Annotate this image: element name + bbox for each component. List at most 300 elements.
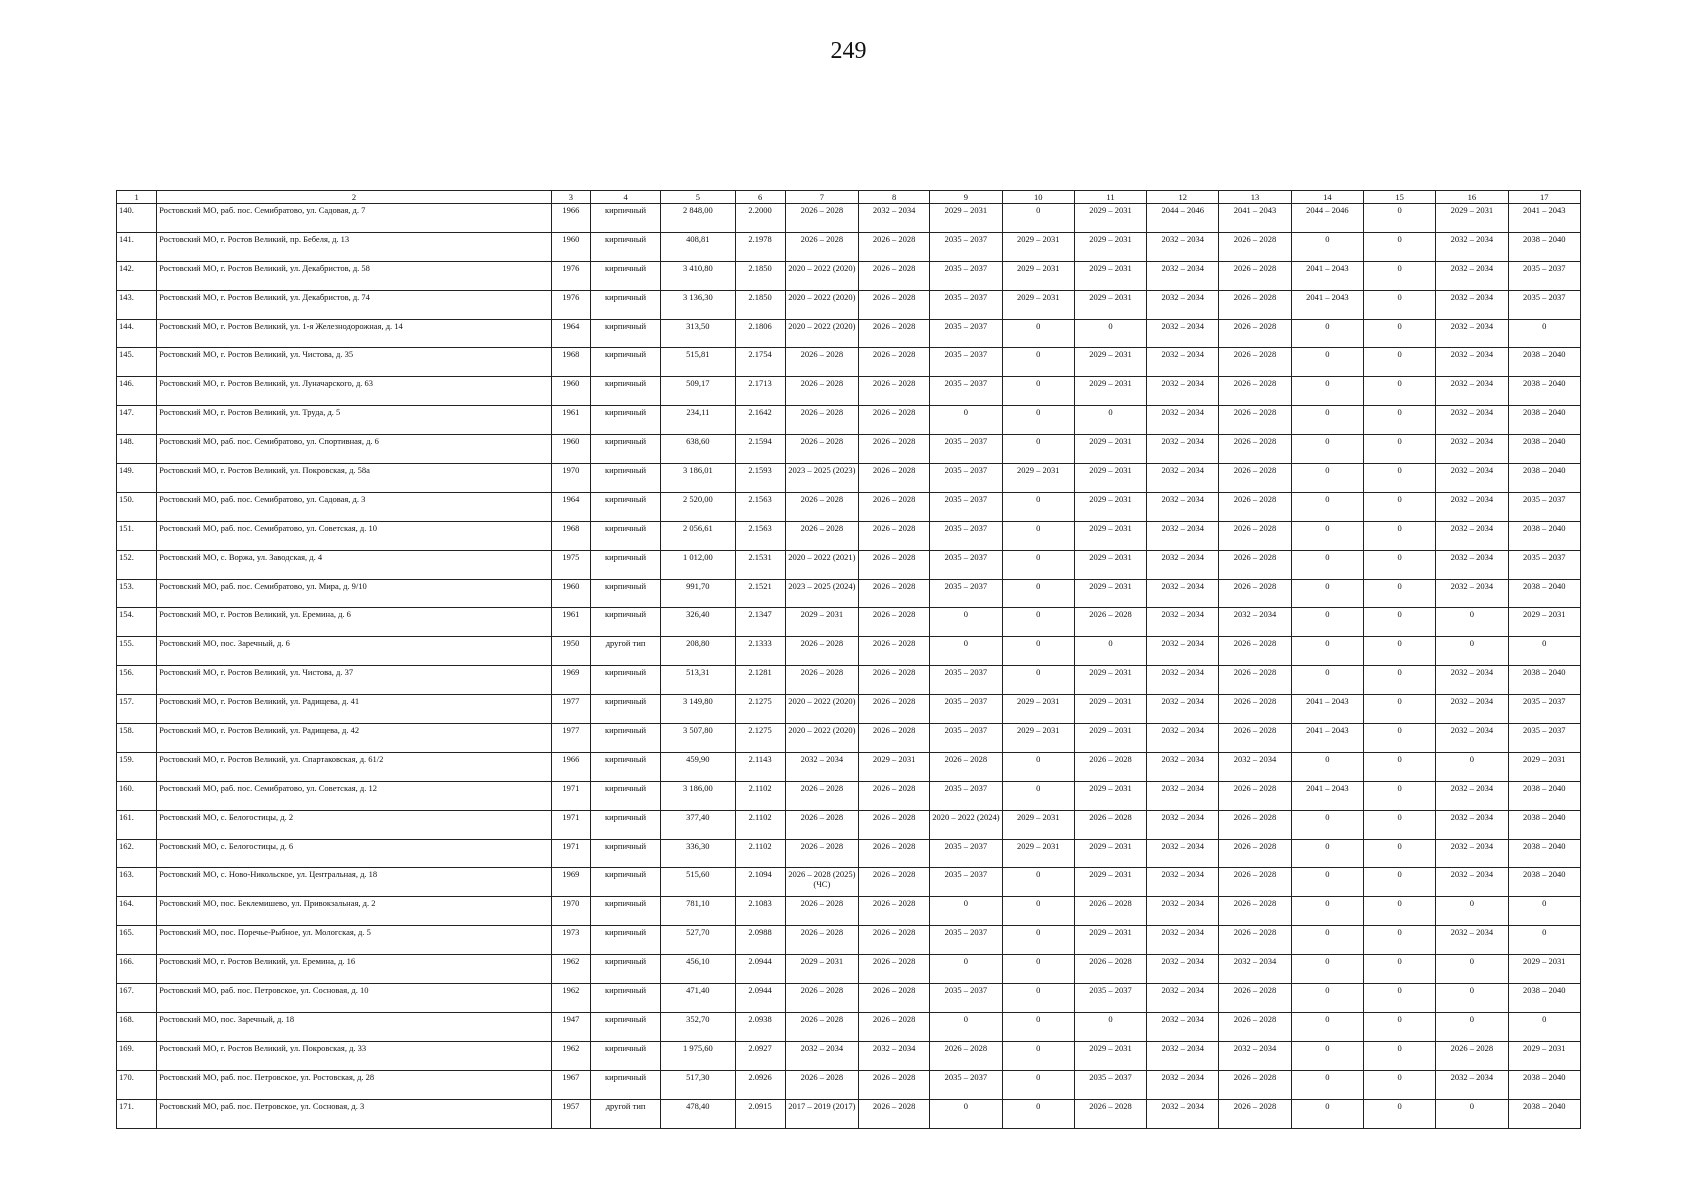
cell-col-9: 2035 – 2037 [930, 550, 1002, 579]
cell-col-8: 2026 – 2028 [859, 348, 930, 377]
cell-col-12: 2032 – 2034 [1147, 724, 1219, 753]
cell-col-16: 0 [1436, 1099, 1508, 1128]
cell-col-8: 2026 – 2028 [859, 377, 930, 406]
cell-col-10: 0 [1002, 406, 1074, 435]
table-row [117, 868, 1581, 897]
cell-col-6: 2.1102 [735, 810, 785, 839]
cell-col-4: кирпичный [590, 926, 660, 955]
cell-col-1: 166. [117, 955, 157, 984]
header-cell-2: 2 [157, 191, 552, 204]
cell-col-5: 459,90 [661, 752, 735, 781]
cell-col-10: 0 [1002, 637, 1074, 666]
cell-col-9: 2035 – 2037 [930, 232, 1002, 261]
cell-col-11: 2029 – 2031 [1074, 290, 1146, 319]
cell-col-15: 0 [1363, 232, 1435, 261]
cell-col-1: 161. [117, 810, 157, 839]
cell-col-7: 2026 – 2028 [785, 348, 858, 377]
cell-col-10: 0 [1002, 955, 1074, 984]
cell-col-14: 0 [1291, 1070, 1363, 1099]
cell-col-7: 2032 – 2034 [785, 1041, 858, 1070]
register-table [116, 190, 1581, 1129]
cell-col-13: 2032 – 2034 [1219, 752, 1291, 781]
cell-col-11: 2026 – 2028 [1074, 810, 1146, 839]
cell-col-14: 2041 – 2043 [1291, 290, 1363, 319]
cell-col-17: 2035 – 2037 [1508, 261, 1580, 290]
cell-col-9: 2035 – 2037 [930, 579, 1002, 608]
cell-col-14: 0 [1291, 984, 1363, 1013]
cell-col-14: 0 [1291, 319, 1363, 348]
cell-col-7: 2026 – 2028 [785, 897, 858, 926]
cell-col-16: 2032 – 2034 [1436, 319, 1508, 348]
cell-col-3: 1971 [551, 781, 590, 810]
cell-col-5: 3 149,80 [661, 695, 735, 724]
cell-col-13: 2026 – 2028 [1219, 695, 1291, 724]
cell-col-6: 2.1102 [735, 781, 785, 810]
cell-col-17: 2038 – 2040 [1508, 232, 1580, 261]
cell-col-11: 0 [1074, 637, 1146, 666]
cell-col-13: 2041 – 2043 [1219, 204, 1291, 233]
table-row [117, 781, 1581, 810]
cell-col-17: 2029 – 2031 [1508, 608, 1580, 637]
cell-col-2: Ростовский МО, г. Ростов Великий, ул. Труда, д. 5 [157, 406, 552, 435]
header-cell-12: 12 [1147, 191, 1219, 204]
cell-col-7: 2026 – 2028 [785, 1070, 858, 1099]
cell-col-1: 140. [117, 204, 157, 233]
cell-col-6: 2.0926 [735, 1070, 785, 1099]
cell-col-13: 2026 – 2028 [1219, 290, 1291, 319]
cell-col-12: 2032 – 2034 [1147, 377, 1219, 406]
cell-col-6: 2.1143 [735, 752, 785, 781]
cell-col-10: 0 [1002, 608, 1074, 637]
cell-col-10: 2029 – 2031 [1002, 290, 1074, 319]
cell-col-4: кирпичный [590, 984, 660, 1013]
cell-col-12: 2032 – 2034 [1147, 579, 1219, 608]
cell-col-15: 0 [1363, 1070, 1435, 1099]
cell-col-1: 160. [117, 781, 157, 810]
cell-col-5: 2 848,00 [661, 204, 735, 233]
cell-col-9: 0 [930, 608, 1002, 637]
cell-col-7: 2026 – 2028 [785, 435, 858, 464]
cell-col-15: 0 [1363, 377, 1435, 406]
cell-col-14: 0 [1291, 868, 1363, 897]
table-row [117, 839, 1581, 868]
cell-col-10: 0 [1002, 579, 1074, 608]
cell-col-3: 1964 [551, 492, 590, 521]
cell-col-7: 2020 – 2022 (2021) [785, 550, 858, 579]
header-cell-17: 17 [1508, 191, 1580, 204]
cell-col-12: 2032 – 2034 [1147, 781, 1219, 810]
cell-col-11: 2029 – 2031 [1074, 666, 1146, 695]
cell-col-9: 2035 – 2037 [930, 984, 1002, 1013]
cell-col-4: кирпичный [590, 435, 660, 464]
cell-col-2: Ростовский МО, г. Ростов Великий, ул. Чистова, д. 35 [157, 348, 552, 377]
cell-col-9: 2020 – 2022 (2024) [930, 810, 1002, 839]
cell-col-16: 2032 – 2034 [1436, 781, 1508, 810]
cell-col-5: 2 056,61 [661, 521, 735, 550]
cell-col-2: Ростовский МО, раб. пос. Семибратово, ул. Садовая, д. 3 [157, 492, 552, 521]
cell-col-14: 0 [1291, 232, 1363, 261]
cell-col-11: 2029 – 2031 [1074, 492, 1146, 521]
cell-col-7: 2026 – 2028 [785, 810, 858, 839]
cell-col-16: 0 [1436, 752, 1508, 781]
cell-col-5: 471,40 [661, 984, 735, 1013]
cell-col-10: 2029 – 2031 [1002, 839, 1074, 868]
cell-col-9: 0 [930, 897, 1002, 926]
cell-col-2: Ростовский МО, с. Воржа, ул. Заводская, д. 4 [157, 550, 552, 579]
cell-col-9: 2035 – 2037 [930, 926, 1002, 955]
cell-col-4: кирпичный [590, 752, 660, 781]
cell-col-13: 2026 – 2028 [1219, 435, 1291, 464]
cell-col-11: 2026 – 2028 [1074, 897, 1146, 926]
cell-col-14: 0 [1291, 550, 1363, 579]
cell-col-5: 509,17 [661, 377, 735, 406]
table-row [117, 204, 1581, 233]
cell-col-13: 2026 – 2028 [1219, 1099, 1291, 1128]
table-row [117, 1070, 1581, 1099]
cell-col-2: Ростовский МО, раб. пос. Семибратово, ул. Спортивная, д. 6 [157, 435, 552, 464]
cell-col-5: 336,30 [661, 839, 735, 868]
cell-col-11: 0 [1074, 1012, 1146, 1041]
cell-col-11: 2029 – 2031 [1074, 724, 1146, 753]
cell-col-14: 0 [1291, 810, 1363, 839]
cell-col-14: 0 [1291, 348, 1363, 377]
cell-col-17: 2038 – 2040 [1508, 666, 1580, 695]
cell-col-9: 2035 – 2037 [930, 464, 1002, 493]
cell-col-1: 163. [117, 868, 157, 897]
cell-col-17: 0 [1508, 1012, 1580, 1041]
cell-col-2: Ростовский МО, раб. пос. Семибратово, ул. Мира, д. 9/10 [157, 579, 552, 608]
cell-col-14: 0 [1291, 1099, 1363, 1128]
cell-col-15: 0 [1363, 521, 1435, 550]
cell-col-15: 0 [1363, 955, 1435, 984]
cell-col-4: кирпичный [590, 868, 660, 897]
cell-col-11: 2029 – 2031 [1074, 926, 1146, 955]
cell-col-5: 2 520,00 [661, 492, 735, 521]
cell-col-2: Ростовский МО, пос. Беклемишево, ул. Привокзальная, д. 2 [157, 897, 552, 926]
cell-col-2: Ростовский МО, г. Ростов Великий, ул. 1-я Железнодорожная, д. 14 [157, 319, 552, 348]
cell-col-13: 2026 – 2028 [1219, 666, 1291, 695]
cell-col-6: 2.0944 [735, 984, 785, 1013]
cell-col-17: 2038 – 2040 [1508, 868, 1580, 897]
cell-col-4: кирпичный [590, 666, 660, 695]
cell-col-2: Ростовский МО, г. Ростов Великий, ул. Покровская, д. 58а [157, 464, 552, 493]
cell-col-2: Ростовский МО, раб. пос. Семибратово, ул. Советская, д. 12 [157, 781, 552, 810]
cell-col-7: 2026 – 2028 [785, 204, 858, 233]
cell-col-8: 2026 – 2028 [859, 492, 930, 521]
header-cell-14: 14 [1291, 191, 1363, 204]
cell-col-1: 150. [117, 492, 157, 521]
cell-col-11: 2029 – 2031 [1074, 232, 1146, 261]
cell-col-12: 2032 – 2034 [1147, 261, 1219, 290]
cell-col-2: Ростовский МО, пос. Заречный, д. 18 [157, 1012, 552, 1041]
cell-col-7: 2017 – 2019 (2017) [785, 1099, 858, 1128]
cell-col-9: 2026 – 2028 [930, 752, 1002, 781]
cell-col-14: 0 [1291, 521, 1363, 550]
cell-col-4: кирпичный [590, 521, 660, 550]
cell-col-3: 1961 [551, 406, 590, 435]
cell-col-1: 162. [117, 839, 157, 868]
cell-col-4: кирпичный [590, 955, 660, 984]
cell-col-16: 2032 – 2034 [1436, 868, 1508, 897]
table-row [117, 550, 1581, 579]
table-row [117, 1012, 1581, 1041]
cell-col-16: 2032 – 2034 [1436, 348, 1508, 377]
table-row [117, 290, 1581, 319]
cell-col-12: 2032 – 2034 [1147, 464, 1219, 493]
cell-col-9: 2035 – 2037 [930, 348, 1002, 377]
cell-col-10: 2029 – 2031 [1002, 810, 1074, 839]
cell-col-4: другой тип [590, 1099, 660, 1128]
cell-col-2: Ростовский МО, раб. пос. Семибратово, ул. Садовая, д. 7 [157, 204, 552, 233]
cell-col-6: 2.1102 [735, 839, 785, 868]
cell-col-10: 0 [1002, 752, 1074, 781]
cell-col-8: 2026 – 2028 [859, 435, 930, 464]
cell-col-15: 0 [1363, 695, 1435, 724]
cell-col-14: 0 [1291, 579, 1363, 608]
cell-col-1: 142. [117, 261, 157, 290]
cell-col-3: 1971 [551, 839, 590, 868]
cell-col-12: 2032 – 2034 [1147, 348, 1219, 377]
header-cell-1: 1 [117, 191, 157, 204]
cell-col-2: Ростовский МО, с. Белогостицы, д. 6 [157, 839, 552, 868]
cell-col-7: 2032 – 2034 [785, 752, 858, 781]
cell-col-10: 0 [1002, 492, 1074, 521]
header-cell-5: 5 [661, 191, 735, 204]
cell-col-2: Ростовский МО, г. Ростов Великий, ул. Декабристов, д. 74 [157, 290, 552, 319]
cell-col-17: 2038 – 2040 [1508, 348, 1580, 377]
cell-col-9: 2029 – 2031 [930, 204, 1002, 233]
cell-col-2: Ростовский МО, г. Ростов Великий, ул. Спартаковская, д. 61/2 [157, 752, 552, 781]
cell-col-17: 0 [1508, 637, 1580, 666]
cell-col-16: 2032 – 2034 [1436, 1070, 1508, 1099]
cell-col-11: 2029 – 2031 [1074, 550, 1146, 579]
table-row [117, 435, 1581, 464]
cell-col-10: 0 [1002, 1041, 1074, 1070]
cell-col-2: Ростовский МО, г. Ростов Великий, ул. Радищева, д. 41 [157, 695, 552, 724]
table-row [117, 261, 1581, 290]
cell-col-4: кирпичный [590, 377, 660, 406]
table-row [117, 724, 1581, 753]
cell-col-6: 2.1083 [735, 897, 785, 926]
cell-col-15: 0 [1363, 550, 1435, 579]
cell-col-8: 2026 – 2028 [859, 955, 930, 984]
cell-col-12: 2032 – 2034 [1147, 666, 1219, 695]
cell-col-17: 0 [1508, 319, 1580, 348]
table-row [117, 579, 1581, 608]
cell-col-9: 2035 – 2037 [930, 1070, 1002, 1099]
cell-col-3: 1977 [551, 724, 590, 753]
cell-col-9: 2035 – 2037 [930, 868, 1002, 897]
cell-col-5: 456,10 [661, 955, 735, 984]
cell-col-3: 1966 [551, 204, 590, 233]
cell-col-6: 2.1642 [735, 406, 785, 435]
cell-col-9: 2035 – 2037 [930, 319, 1002, 348]
cell-col-8: 2026 – 2028 [859, 319, 930, 348]
table-row [117, 897, 1581, 926]
cell-col-16: 2029 – 2031 [1436, 204, 1508, 233]
cell-col-3: 1966 [551, 752, 590, 781]
cell-col-8: 2026 – 2028 [859, 521, 930, 550]
cell-col-12: 2032 – 2034 [1147, 926, 1219, 955]
cell-col-8: 2026 – 2028 [859, 608, 930, 637]
cell-col-10: 0 [1002, 550, 1074, 579]
cell-col-13: 2026 – 2028 [1219, 810, 1291, 839]
cell-col-1: 158. [117, 724, 157, 753]
cell-col-10: 0 [1002, 868, 1074, 897]
cell-col-16: 2032 – 2034 [1436, 521, 1508, 550]
cell-col-14: 2041 – 2043 [1291, 695, 1363, 724]
cell-col-3: 1977 [551, 695, 590, 724]
cell-col-10: 0 [1002, 435, 1074, 464]
cell-col-2: Ростовский МО, пос. Поречье-Рыбное, ул. Мологская, д. 5 [157, 926, 552, 955]
cell-col-12: 2032 – 2034 [1147, 955, 1219, 984]
cell-col-10: 0 [1002, 377, 1074, 406]
cell-col-15: 0 [1363, 839, 1435, 868]
cell-col-12: 2032 – 2034 [1147, 550, 1219, 579]
header-cell-7: 7 [785, 191, 858, 204]
cell-col-6: 2.0988 [735, 926, 785, 955]
cell-col-3: 1968 [551, 521, 590, 550]
cell-col-3: 1960 [551, 579, 590, 608]
cell-col-12: 2032 – 2034 [1147, 695, 1219, 724]
cell-col-16: 2032 – 2034 [1436, 926, 1508, 955]
cell-col-15: 0 [1363, 1012, 1435, 1041]
header-cell-4: 4 [590, 191, 660, 204]
header-cell-13: 13 [1219, 191, 1291, 204]
cell-col-3: 1969 [551, 666, 590, 695]
cell-col-7: 2026 – 2028 [785, 1012, 858, 1041]
cell-col-3: 1968 [551, 348, 590, 377]
cell-col-14: 0 [1291, 955, 1363, 984]
cell-col-12: 2032 – 2034 [1147, 319, 1219, 348]
cell-col-12: 2032 – 2034 [1147, 608, 1219, 637]
cell-col-1: 167. [117, 984, 157, 1013]
cell-col-15: 0 [1363, 464, 1435, 493]
cell-col-2: Ростовский МО, г. Ростов Великий, пр. Бебеля, д. 13 [157, 232, 552, 261]
cell-col-13: 2026 – 2028 [1219, 868, 1291, 897]
cell-col-8: 2026 – 2028 [859, 695, 930, 724]
cell-col-14: 2041 – 2043 [1291, 724, 1363, 753]
cell-col-16: 2032 – 2034 [1436, 406, 1508, 435]
header-cell-16: 16 [1436, 191, 1508, 204]
cell-col-14: 0 [1291, 897, 1363, 926]
cell-col-2: Ростовский МО, г. Ростов Великий, ул. Луначарского, д. 63 [157, 377, 552, 406]
cell-col-11: 2029 – 2031 [1074, 781, 1146, 810]
cell-col-1: 148. [117, 435, 157, 464]
cell-col-17: 2035 – 2037 [1508, 492, 1580, 521]
cell-col-4: кирпичный [590, 839, 660, 868]
cell-col-16: 2032 – 2034 [1436, 290, 1508, 319]
cell-col-4: кирпичный [590, 464, 660, 493]
cell-col-11: 2029 – 2031 [1074, 348, 1146, 377]
cell-col-15: 0 [1363, 637, 1435, 666]
cell-col-1: 170. [117, 1070, 157, 1099]
cell-col-17: 2038 – 2040 [1508, 984, 1580, 1013]
cell-col-8: 2026 – 2028 [859, 926, 930, 955]
cell-col-12: 2032 – 2034 [1147, 984, 1219, 1013]
cell-col-16: 0 [1436, 955, 1508, 984]
cell-col-10: 0 [1002, 666, 1074, 695]
cell-col-15: 0 [1363, 492, 1435, 521]
cell-col-5: 515,60 [661, 868, 735, 897]
cell-col-3: 1976 [551, 290, 590, 319]
cell-col-9: 2035 – 2037 [930, 377, 1002, 406]
cell-col-14: 0 [1291, 1041, 1363, 1070]
cell-col-2: Ростовский МО, раб. пос. Семибратово, ул. Советская, д. 10 [157, 521, 552, 550]
cell-col-13: 2026 – 2028 [1219, 464, 1291, 493]
cell-col-11: 2029 – 2031 [1074, 464, 1146, 493]
cell-col-5: 208,80 [661, 637, 735, 666]
cell-col-11: 2035 – 2037 [1074, 984, 1146, 1013]
cell-col-11: 2029 – 2031 [1074, 377, 1146, 406]
cell-col-8: 2026 – 2028 [859, 290, 930, 319]
cell-col-6: 2.1850 [735, 261, 785, 290]
cell-col-2: Ростовский МО, г. Ростов Великий, ул. Чистова, д. 37 [157, 666, 552, 695]
cell-col-11: 2026 – 2028 [1074, 1099, 1146, 1128]
cell-col-13: 2026 – 2028 [1219, 926, 1291, 955]
cell-col-14: 0 [1291, 608, 1363, 637]
cell-col-3: 1969 [551, 868, 590, 897]
cell-col-10: 2029 – 2031 [1002, 261, 1074, 290]
cell-col-13: 2026 – 2028 [1219, 839, 1291, 868]
cell-col-12: 2032 – 2034 [1147, 521, 1219, 550]
cell-col-12: 2032 – 2034 [1147, 868, 1219, 897]
cell-col-3: 1947 [551, 1012, 590, 1041]
cell-col-13: 2026 – 2028 [1219, 232, 1291, 261]
table-row [117, 926, 1581, 955]
cell-col-6: 2.0944 [735, 955, 785, 984]
cell-col-15: 0 [1363, 319, 1435, 348]
cell-col-10: 0 [1002, 348, 1074, 377]
cell-col-3: 1967 [551, 1070, 590, 1099]
cell-col-6: 2.1563 [735, 492, 785, 521]
cell-col-15: 0 [1363, 290, 1435, 319]
cell-col-7: 2026 – 2028 [785, 406, 858, 435]
table-row [117, 406, 1581, 435]
cell-col-6: 2.0915 [735, 1099, 785, 1128]
cell-col-5: 352,70 [661, 1012, 735, 1041]
cell-col-1: 169. [117, 1041, 157, 1070]
cell-col-9: 2026 – 2028 [930, 1041, 1002, 1070]
cell-col-10: 0 [1002, 1099, 1074, 1128]
cell-col-3: 1960 [551, 435, 590, 464]
cell-col-13: 2026 – 2028 [1219, 897, 1291, 926]
cell-col-13: 2032 – 2034 [1219, 608, 1291, 637]
cell-col-4: другой тип [590, 637, 660, 666]
cell-col-14: 2041 – 2043 [1291, 781, 1363, 810]
cell-col-15: 0 [1363, 781, 1435, 810]
cell-col-16: 0 [1436, 984, 1508, 1013]
cell-col-2: Ростовский МО, раб. пос. Петровское, ул. Сосновая, д. 10 [157, 984, 552, 1013]
cell-col-5: 1 975,60 [661, 1041, 735, 1070]
cell-col-3: 1973 [551, 926, 590, 955]
table-row [117, 521, 1581, 550]
cell-col-1: 157. [117, 695, 157, 724]
cell-col-2: Ростовский МО, г. Ростов Великий, ул. Еремина, д. 6 [157, 608, 552, 637]
cell-col-6: 2.1806 [735, 319, 785, 348]
cell-col-17: 2041 – 2043 [1508, 204, 1580, 233]
cell-col-7: 2023 – 2025 (2023) [785, 464, 858, 493]
header-cell-9: 9 [930, 191, 1002, 204]
cell-col-12: 2032 – 2034 [1147, 406, 1219, 435]
cell-col-4: кирпичный [590, 406, 660, 435]
cell-col-16: 2032 – 2034 [1436, 492, 1508, 521]
cell-col-13: 2026 – 2028 [1219, 984, 1291, 1013]
cell-col-14: 2041 – 2043 [1291, 261, 1363, 290]
cell-col-16: 2032 – 2034 [1436, 464, 1508, 493]
cell-col-15: 0 [1363, 868, 1435, 897]
cell-col-17: 2035 – 2037 [1508, 724, 1580, 753]
